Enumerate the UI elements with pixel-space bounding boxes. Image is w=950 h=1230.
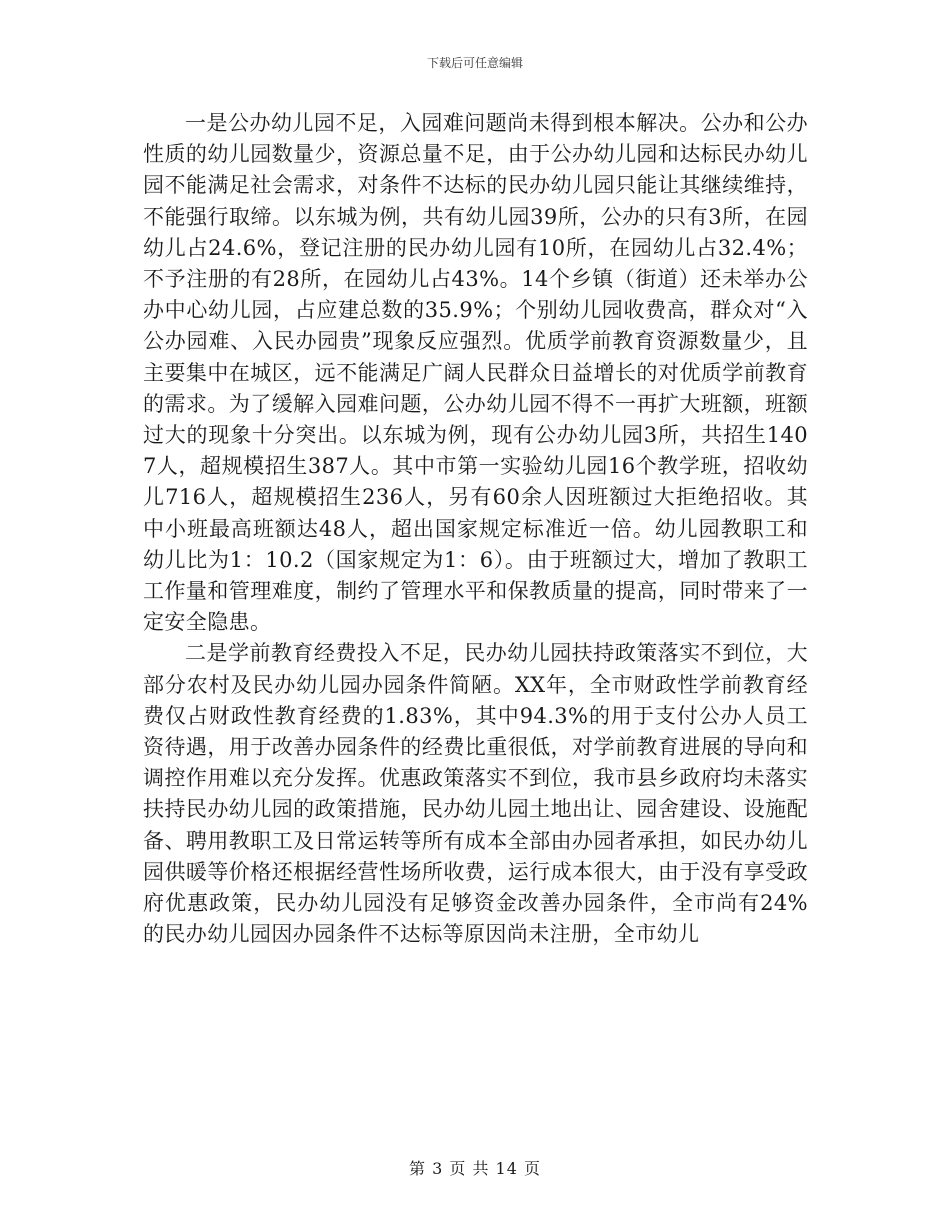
paragraph-1: 一是公办幼儿园不足，入园难问题尚未得到根本解决。公办和公办性质的幼儿园数量少，资源总量不足，由于公办幼儿园和达标民办幼儿园不能满足社会需求，对条件不达标的民办幼儿园只能让其继续维持，不能强行取缔。以东城为例，共有幼儿园39所，公办的只有3所，在园幼儿占24.6%，登记注册的民办幼儿园有10所，在园幼儿占32.4%；不予注册的有28所，在园幼儿占43%。14个乡镇（街道）还未举办公办中心幼儿园，占应建总数的35.9%；个别幼儿园收费高，群众对“入公办园难、入民办园贵”现象反应强烈。优质学前教育资源数量少，且主要集中在城区，远不能满足广阔人民群众日益增长的对优质学前教育的需求。为了缓解入园难问题，公办幼儿园不得不一再扩大班额，班额过大的现象十分突出。以东城为例，现有公办幼儿园3所，共招生1407人，超规模招生387人。其中市第一实验幼儿园16个教学班，招收幼儿716人，超规模招生236人，另有60余人因班额过大拒绝招收。其中小班最高班额达48人，超出国家规定标准近一倍。幼儿园教职工和幼儿比为1：10.2（国家规定为1：6）。由于班额过大，增加了教职工工作量和管理难度，制约了管理水平和保教质量的提高，同时带来了一定安全隐患。 — [143, 111, 808, 635]
paragraph-2: 二是学前教育经费投入不足，民办幼儿园扶持政策落实不到位，大部分农村及民办幼儿园办园条件简陋。XX年，全市财政性学前教育经费仅占财政性教育经费的1.83%，其中94.3%的用于支付公办人员工资待遇，用于改善办园条件的经费比重很低，对学前教育进展的导向和调控作用难以充分发挥。优惠政策落实不到位，我市县乡政府均未落实扶持民办幼儿园的政策措施，民办幼儿园土地出让、园舍建设、设施配备、聘用教职工及日常运转等所有成本全部由办园者承担，如民办幼儿园供暖等价格还根据经营性场所收费，运行成本很大，由于没有享受政府优惠政策，民办幼儿园没有足够资金改善办园条件，全市尚有24%的民办幼儿园因办园条件不达标等原因尚未注册，全市幼儿 — [143, 641, 808, 947]
document-body — [143, 108, 808, 950]
page-header: 下载后可任意编辑 — [426, 56, 523, 70]
page-footer: 第 3 页 共 14 页 — [409, 1159, 541, 1178]
